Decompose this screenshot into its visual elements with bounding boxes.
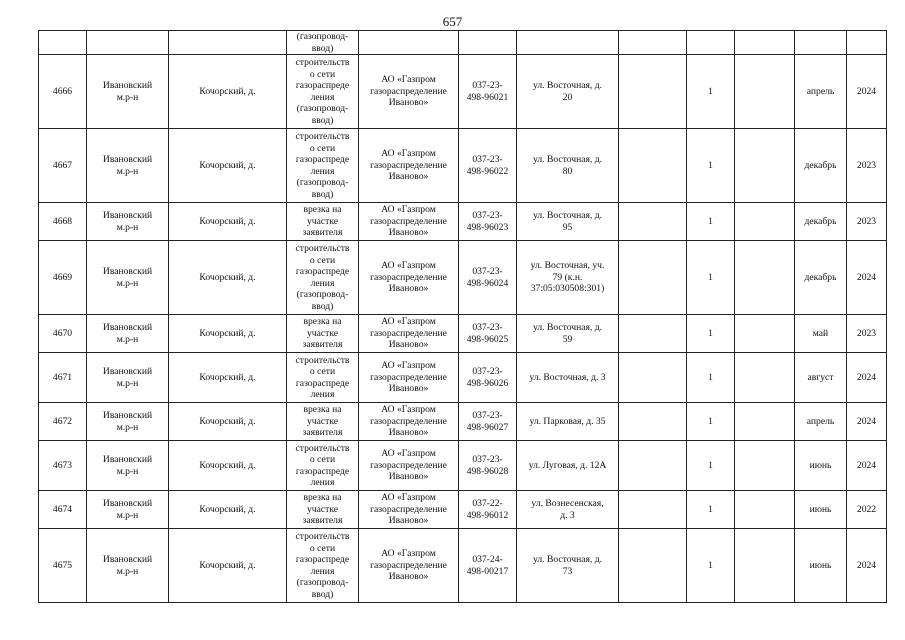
cell-address: ул. Восточная, д. 59 bbox=[517, 315, 619, 353]
cell-settlement: Кочорский, д. bbox=[169, 129, 287, 203]
cell-empty bbox=[735, 529, 795, 603]
cell-month: апрель bbox=[795, 55, 847, 129]
cell-district: Ивановский м.р-н bbox=[87, 203, 169, 241]
cell-address: ул. Восточная, д. 95 bbox=[517, 203, 619, 241]
cell-qty bbox=[687, 31, 735, 55]
cell-org bbox=[359, 31, 459, 55]
table-row bbox=[39, 129, 887, 203]
cell-district: Ивановский м.р-н bbox=[87, 441, 169, 491]
table-row bbox=[39, 55, 887, 129]
cell-empty bbox=[619, 31, 687, 55]
table-row bbox=[39, 353, 887, 403]
cell-work-type: строительств о сети газораспреде ления (газопровод- ввод) bbox=[287, 529, 359, 603]
cell-settlement bbox=[169, 31, 287, 55]
cell-work-type: врезка на участке заявителя bbox=[287, 315, 359, 353]
cell-work-type: строительств о сети газораспреде ления (газопровод- ввод) bbox=[287, 129, 359, 203]
cell-work-type: врезка на участке заявителя bbox=[287, 203, 359, 241]
cell-code: 037-23- 498-96024 bbox=[459, 241, 517, 315]
cell-year: 2024 bbox=[847, 403, 887, 441]
table-body bbox=[39, 31, 887, 603]
cell-org: АО «Газпром газораспределение Иваново» bbox=[359, 129, 459, 203]
table-row bbox=[39, 203, 887, 241]
cell-settlement: Кочорский, д. bbox=[169, 353, 287, 403]
cell-qty: 1 bbox=[687, 241, 735, 315]
cell-empty bbox=[619, 403, 687, 441]
cell-num bbox=[39, 31, 87, 55]
cell-address: ул. Восточная, д. 80 bbox=[517, 129, 619, 203]
cell-org: АО «Газпром газораспределение Иваново» bbox=[359, 529, 459, 603]
cell-qty: 1 bbox=[687, 203, 735, 241]
cell-org: АО «Газпром газораспределение Иваново» bbox=[359, 353, 459, 403]
cell-year: 2022 bbox=[847, 491, 887, 529]
cell-num: 4675 bbox=[39, 529, 87, 603]
cell-qty: 1 bbox=[687, 315, 735, 353]
cell-work-type: строительств о сети газораспреде ления (газопровод- ввод) bbox=[287, 241, 359, 315]
cell-num: 4674 bbox=[39, 491, 87, 529]
registry-table bbox=[38, 30, 887, 603]
cell-empty bbox=[735, 129, 795, 203]
cell-year bbox=[847, 31, 887, 55]
cell-empty bbox=[735, 203, 795, 241]
cell-qty: 1 bbox=[687, 129, 735, 203]
cell-year: 2023 bbox=[847, 203, 887, 241]
cell-empty bbox=[619, 203, 687, 241]
cell-empty bbox=[735, 491, 795, 529]
cell-address: ул. Восточная, д. 20 bbox=[517, 55, 619, 129]
cell-qty: 1 bbox=[687, 491, 735, 529]
table-row bbox=[39, 315, 887, 353]
cell-year: 2023 bbox=[847, 129, 887, 203]
cell-address: ул. Вознесенская, д. 3 bbox=[517, 491, 619, 529]
cell-empty bbox=[619, 441, 687, 491]
cell-qty: 1 bbox=[687, 403, 735, 441]
cell-district: Ивановский м.р-н bbox=[87, 403, 169, 441]
cell-settlement: Кочорский, д. bbox=[169, 403, 287, 441]
cell-code: 037-23- 498-96023 bbox=[459, 203, 517, 241]
cell-code: 037-23- 498-96027 bbox=[459, 403, 517, 441]
cell-num: 4671 bbox=[39, 353, 87, 403]
cell-code: 037-23- 498-96022 bbox=[459, 129, 517, 203]
table-row bbox=[39, 403, 887, 441]
cell-address: ул. Восточная, д. 3 bbox=[517, 353, 619, 403]
table-row-continuation bbox=[39, 31, 887, 55]
cell-settlement: Кочорский, д. bbox=[169, 491, 287, 529]
cell-district: Ивановский м.р-н bbox=[87, 129, 169, 203]
cell-qty: 1 bbox=[687, 529, 735, 603]
cell-work-type: врезка на участке заявителя bbox=[287, 491, 359, 529]
cell-month: декабрь bbox=[795, 129, 847, 203]
cell-num: 4670 bbox=[39, 315, 87, 353]
cell-code: 037-23- 498-96028 bbox=[459, 441, 517, 491]
table-row bbox=[39, 529, 887, 603]
cell-month: июнь bbox=[795, 529, 847, 603]
cell-district: Ивановский м.р-н bbox=[87, 491, 169, 529]
cell-org: АО «Газпром газораспределение Иваново» bbox=[359, 441, 459, 491]
cell-code: 037-23- 498-96026 bbox=[459, 353, 517, 403]
cell-work-type: строительств о сети газораспреде ления (газопровод- ввод) bbox=[287, 55, 359, 129]
cell-code: 037-23- 498-96021 bbox=[459, 55, 517, 129]
cell-org: АО «Газпром газораспределение Иваново» bbox=[359, 403, 459, 441]
cell-empty bbox=[619, 241, 687, 315]
cell-num: 4667 bbox=[39, 129, 87, 203]
cell-empty bbox=[735, 315, 795, 353]
cell-district bbox=[87, 31, 169, 55]
cell-settlement: Кочорский, д. bbox=[169, 441, 287, 491]
cell-work-type: строительств о сети газораспреде ления bbox=[287, 353, 359, 403]
cell-qty: 1 bbox=[687, 441, 735, 491]
cell-num: 4673 bbox=[39, 441, 87, 491]
page-number: 657 bbox=[442, 14, 463, 29]
cell-empty bbox=[619, 529, 687, 603]
cell-year: 2024 bbox=[847, 55, 887, 129]
table-row bbox=[39, 491, 887, 529]
cell-work-type: врезка на участке заявителя bbox=[287, 403, 359, 441]
cell-empty bbox=[735, 31, 795, 55]
cell-work-type: строительств о сети газораспреде ления bbox=[287, 441, 359, 491]
cell-district: Ивановский м.р-н bbox=[87, 55, 169, 129]
cell-month: июнь bbox=[795, 491, 847, 529]
cell-code: 037-23- 498-96025 bbox=[459, 315, 517, 353]
table-row bbox=[39, 441, 887, 491]
cell-month: август bbox=[795, 353, 847, 403]
cell-settlement: Кочорский, д. bbox=[169, 203, 287, 241]
cell-empty bbox=[735, 353, 795, 403]
cell-month: апрель bbox=[795, 403, 847, 441]
cell-settlement: Кочорский, д. bbox=[169, 529, 287, 603]
cell-month: декабрь bbox=[795, 241, 847, 315]
cell-year: 2024 bbox=[847, 441, 887, 491]
table-row bbox=[39, 241, 887, 315]
cell-month: май bbox=[795, 315, 847, 353]
cell-month: июнь bbox=[795, 441, 847, 491]
cell-empty bbox=[619, 55, 687, 129]
cell-work-type: (газопровод- ввод) bbox=[287, 31, 359, 55]
cell-year: 2024 bbox=[847, 241, 887, 315]
cell-empty bbox=[619, 129, 687, 203]
cell-empty bbox=[735, 403, 795, 441]
cell-code: 037-22- 498-96012 bbox=[459, 491, 517, 529]
cell-org: АО «Газпром газораспределение Иваново» bbox=[359, 315, 459, 353]
cell-year: 2023 bbox=[847, 315, 887, 353]
cell-qty: 1 bbox=[687, 353, 735, 403]
cell-address: ул. Парковая, д. 35 bbox=[517, 403, 619, 441]
cell-org: АО «Газпром газораспределение Иваново» bbox=[359, 491, 459, 529]
cell-district: Ивановский м.р-н bbox=[87, 315, 169, 353]
cell-settlement: Кочорский, д. bbox=[169, 241, 287, 315]
cell-address: ул. Луговая, д. 12А bbox=[517, 441, 619, 491]
cell-org: АО «Газпром газораспределение Иваново» bbox=[359, 55, 459, 129]
cell-empty bbox=[619, 353, 687, 403]
cell-district: Ивановский м.р-н bbox=[87, 353, 169, 403]
cell-address: ул. Восточная, уч. 79 (к.н. 37:05:030508:301) bbox=[517, 241, 619, 315]
cell-settlement: Кочорский, д. bbox=[169, 55, 287, 129]
cell-num: 4666 bbox=[39, 55, 87, 129]
cell-code bbox=[459, 31, 517, 55]
cell-empty bbox=[735, 441, 795, 491]
cell-month bbox=[795, 31, 847, 55]
cell-num: 4672 bbox=[39, 403, 87, 441]
cell-qty: 1 bbox=[687, 55, 735, 129]
cell-num: 4668 bbox=[39, 203, 87, 241]
cell-empty bbox=[735, 55, 795, 129]
cell-district: Ивановский м.р-н bbox=[87, 529, 169, 603]
cell-num: 4669 bbox=[39, 241, 87, 315]
cell-month: декабрь bbox=[795, 203, 847, 241]
cell-org: АО «Газпром газораспределение Иваново» bbox=[359, 241, 459, 315]
cell-district: Ивановский м.р-н bbox=[87, 241, 169, 315]
cell-address: ул. Восточная, д. 73 bbox=[517, 529, 619, 603]
cell-empty bbox=[619, 315, 687, 353]
cell-year: 2024 bbox=[847, 529, 887, 603]
cell-year: 2024 bbox=[847, 353, 887, 403]
cell-empty bbox=[735, 241, 795, 315]
cell-code: 037-24- 498-00217 bbox=[459, 529, 517, 603]
cell-org: АО «Газпром газораспределение Иваново» bbox=[359, 203, 459, 241]
cell-settlement: Кочорский, д. bbox=[169, 315, 287, 353]
cell-empty bbox=[619, 491, 687, 529]
cell-address bbox=[517, 31, 619, 55]
